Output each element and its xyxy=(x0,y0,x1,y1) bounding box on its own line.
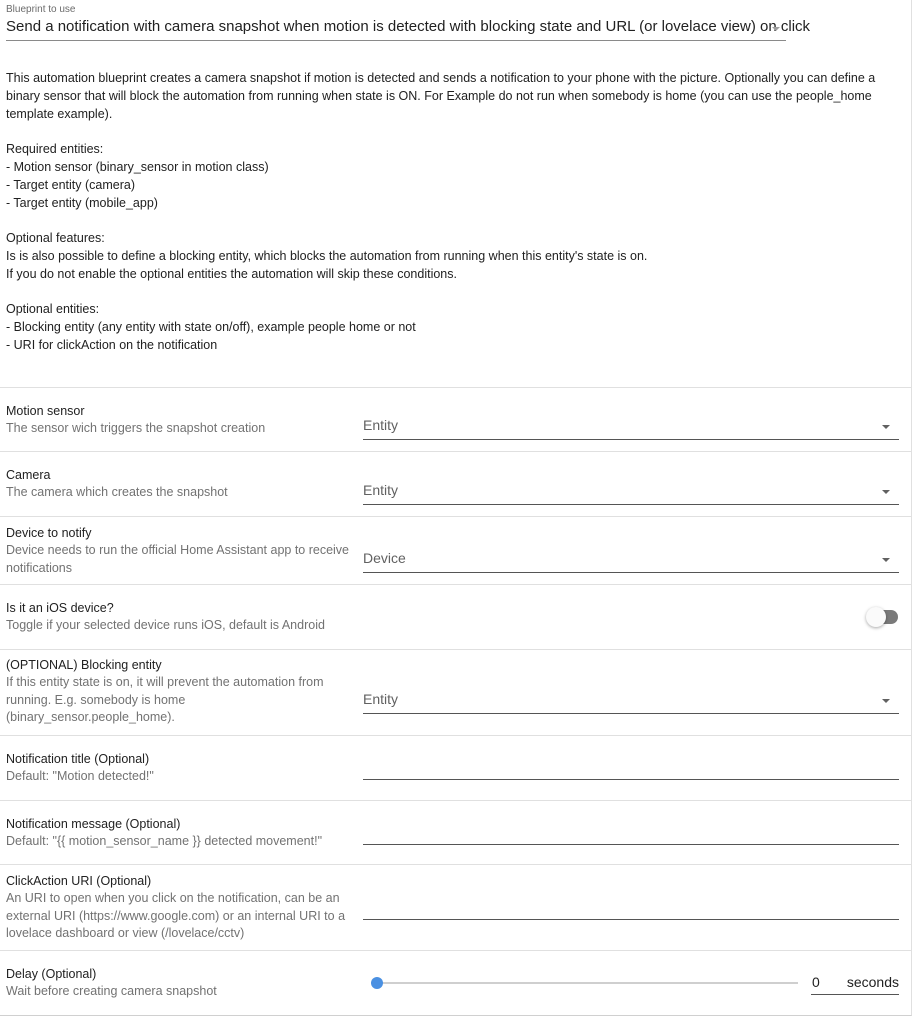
input-description: Toggle if your selected device runs iOS, default is Android xyxy=(6,618,325,632)
picker-placeholder: Entity xyxy=(363,691,399,707)
is-ios-toggle[interactable] xyxy=(866,607,900,627)
input-row-notification-title xyxy=(0,736,912,801)
slider-thumb[interactable] xyxy=(371,977,383,989)
optional-entity-item: - Blocking entity (any entity with state on/off), example people home or not xyxy=(6,320,416,335)
optional-entities-title: Optional entities: xyxy=(6,302,100,317)
required-entity-item: - Motion sensor (binary_sensor in motion class) xyxy=(6,159,269,174)
delay-slider[interactable] xyxy=(370,975,798,991)
notification-message-input[interactable] xyxy=(363,822,899,845)
input-name: Is it an iOS device? xyxy=(6,601,114,615)
required-entity-item: - Target entity (mobile_app) xyxy=(6,195,158,210)
picker-placeholder: Entity xyxy=(363,417,399,433)
input-name: Notification message (Optional) xyxy=(6,817,181,831)
blueprint-selector-label: Blueprint to use xyxy=(6,4,76,15)
blueprint-selector-field[interactable] xyxy=(6,16,811,41)
description-intro: This automation blueprint creates a camera snapshot if motion is detected and sends a notification to your phone with the picture. Optionally you can define a binary sensor that will block the automation from running when state is ON. For Example do not run when somebody is home (you can use the people_home template example). xyxy=(6,71,876,121)
input-name: Device to notify xyxy=(6,526,92,540)
notification-title-input[interactable] xyxy=(363,757,899,780)
blocking-entity-picker[interactable] xyxy=(363,687,899,714)
delay-unit: seconds xyxy=(846,974,899,990)
input-row-text xyxy=(6,965,350,1001)
input-row-device-to-notify xyxy=(0,517,912,585)
camera-entity-picker[interactable] xyxy=(363,478,899,505)
slider-track[interactable] xyxy=(377,982,798,984)
input-row-text xyxy=(6,750,350,786)
input-name: (OPTIONAL) Blocking entity xyxy=(6,658,162,672)
optional-features-line: Is is also possible to define a blocking entity, which blocks the automation from running when this entity's state is on. xyxy=(6,248,648,263)
required-entity-item: - Target entity (camera) xyxy=(6,177,135,192)
input-description: Default: "{{ motion_sensor_name }} detected movement!" xyxy=(6,834,323,848)
input-row-text xyxy=(6,656,350,727)
optional-features-title: Optional features: xyxy=(6,231,105,246)
optional-features-line: If you do not enable the optional entities the automation will skip these conditions. xyxy=(6,266,457,281)
input-row-text xyxy=(6,402,350,438)
blueprint-selector[interactable] xyxy=(6,4,811,41)
input-row-camera xyxy=(0,452,912,517)
blueprint-selected-value: Send a notification with camera snapshot when motion is detected with blocking state and URL (or lovelace view) on click xyxy=(6,18,811,35)
blueprint-description xyxy=(6,70,886,355)
chevron-down-icon[interactable] xyxy=(882,425,890,429)
input-row-text xyxy=(6,815,350,851)
click-action-uri-input[interactable] xyxy=(363,897,899,920)
input-row-text xyxy=(6,599,350,635)
input-description: Device needs to run the official Home Assistant app to receive notifications xyxy=(6,543,350,575)
input-row-text xyxy=(6,466,350,502)
input-name: Camera xyxy=(6,468,51,482)
input-name: Delay (Optional) xyxy=(6,967,97,981)
input-name: Notification title (Optional) xyxy=(6,752,150,766)
chevron-down-icon[interactable] xyxy=(772,27,780,31)
input-row-is-ios xyxy=(0,585,912,650)
input-row-click-action-uri xyxy=(0,865,912,951)
picker-placeholder: Device xyxy=(363,550,406,566)
input-name: Motion sensor xyxy=(6,404,85,418)
input-description: An URI to open when you click on the notification, can be an external URI (https://www.google.com) or an internal URI to a lovelace dashboard or view (/lovelace/cctv) xyxy=(6,891,346,941)
toggle-thumb[interactable] xyxy=(866,607,886,627)
input-name: ClickAction URI (Optional) xyxy=(6,874,152,888)
motion-sensor-entity-picker[interactable] xyxy=(363,413,899,440)
chevron-down-icon[interactable] xyxy=(882,699,890,703)
required-entities-title: Required entities: xyxy=(6,142,104,157)
chevron-down-icon[interactable] xyxy=(882,558,890,562)
input-row-delay xyxy=(0,951,912,1016)
optional-entity-item: - URI for clickAction on the notification xyxy=(6,337,218,352)
input-row-notification-message xyxy=(0,801,912,865)
input-description: Wait before creating camera snapshot xyxy=(6,984,217,998)
input-row-text xyxy=(6,872,350,943)
input-row-blocking-entity xyxy=(0,650,912,736)
input-description: Default: "Motion detected!" xyxy=(6,769,154,783)
input-description: The camera which creates the snapshot xyxy=(6,485,228,499)
picker-placeholder: Entity xyxy=(363,482,399,498)
chevron-down-icon[interactable] xyxy=(882,490,890,494)
delay-value: 0 xyxy=(812,974,820,990)
input-description: The sensor wich triggers the snapshot creation xyxy=(6,421,266,435)
input-row-motion-sensor xyxy=(0,388,912,452)
input-description: If this entity state is on, it will prevent the automation from running. E.g. somebody is home (binary_sensor.people_home). xyxy=(6,675,324,725)
delay-number-input[interactable] xyxy=(811,972,899,995)
notify-device-picker[interactable] xyxy=(363,546,899,573)
input-row-text xyxy=(6,524,350,577)
